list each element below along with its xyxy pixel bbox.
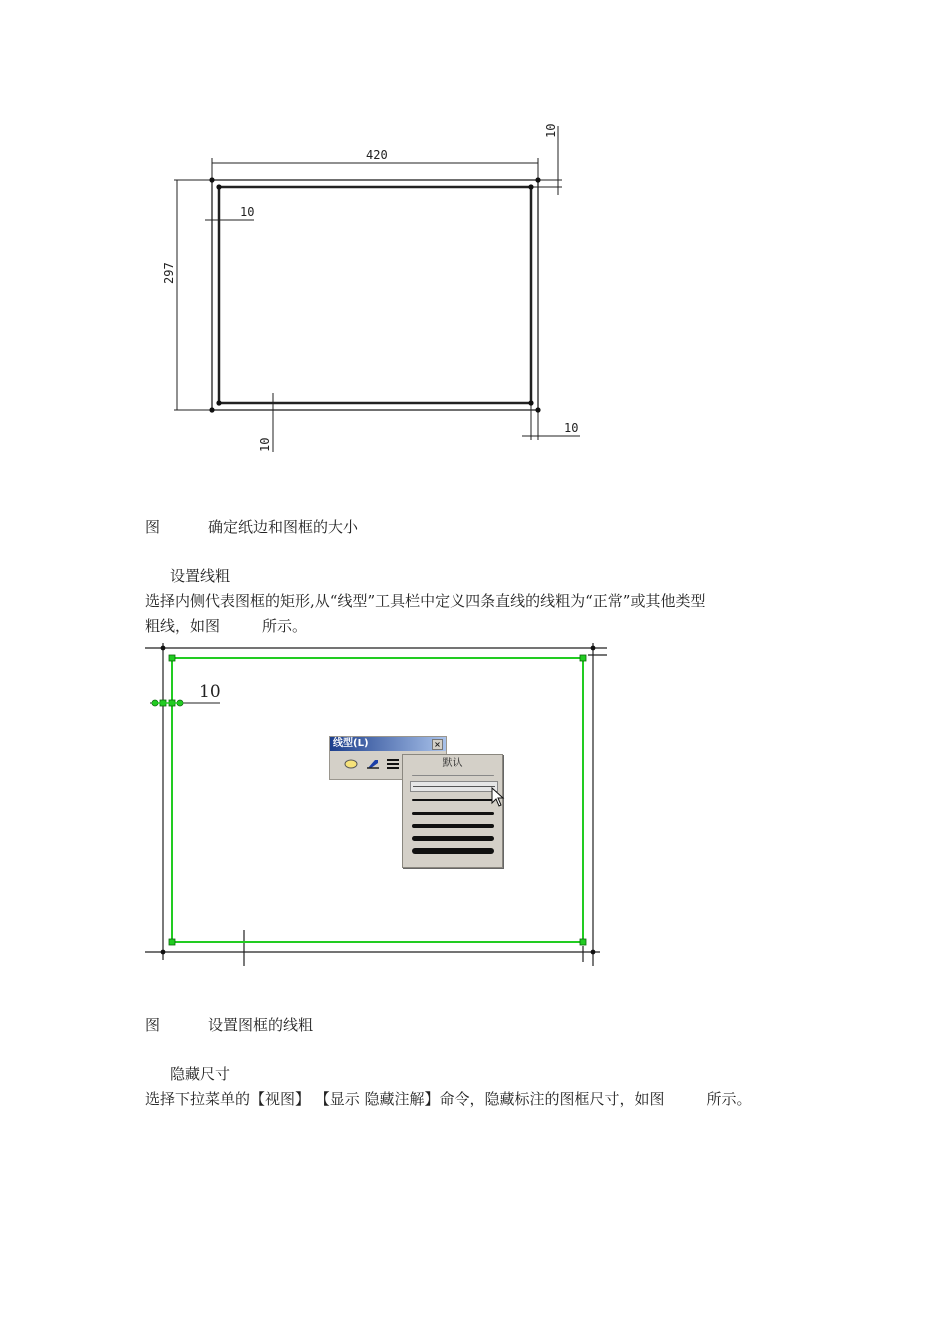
dim-height-label: 297 [162,262,176,284]
line-thickness-dropdown [402,754,503,868]
section-body-line-weight-1: 选择内侧代表图框的矩形,从“线型”工具栏中定义四条直线的线粗为“正常”或其他类型 [145,592,706,610]
linetype-toolbar-title: 线型(L) [333,738,369,749]
figure2-dim-label: 10 [199,682,221,702]
mouse-cursor-icon [491,787,505,809]
line-color-icon[interactable] [344,757,358,769]
figure1-caption-prefix: 图 [145,518,161,536]
thickness-option-2-highlight[interactable] [410,781,498,792]
section-heading-hide-dims: 隐藏尺寸 [170,1065,231,1083]
toolbar-close-icon[interactable]: × [432,739,443,750]
dim-top-margin-label: 10 [544,123,558,138]
selected-frame-rectangle[interactable] [169,655,586,945]
figure2-caption-prefix: 图 [145,1016,161,1034]
thickness-option-3[interactable] [412,799,494,801]
thickness-option-7[interactable] [412,848,494,854]
body-line2-part1: 粗线，如图 [145,617,221,635]
hide-dims-body-part1: 选择下拉菜单的【视图】 【显示 隐藏注解】命令，隐藏标注的图框尺寸，如图 [145,1090,665,1108]
thickness-option-4[interactable] [412,812,494,815]
dim-bottom-margin-label: 10 [258,437,272,452]
section-body-hide-dims [145,1089,752,1109]
dim-right-margin-label: 10 [564,421,579,435]
body-line2-part2: 所示。 [262,617,308,635]
section-heading-line-weight: 设置线粗 [170,567,231,585]
hide-dims-body-part2: 所示。 [706,1090,752,1108]
dropdown-header-default[interactable]: 默认 [442,758,463,769]
linetype-toolbar-titlebar[interactable] [330,737,446,751]
line-thickness-icon[interactable] [386,757,400,769]
thickness-option-5[interactable] [412,824,494,828]
line-style-icon[interactable] [366,757,380,769]
figure1-caption-text: 确定纸边和图框的大小 [208,518,359,536]
figure2-caption-text: 设置图框的线粗 [208,1016,314,1034]
dim-width-label: 420 [366,148,388,162]
thickness-option-1[interactable] [412,775,494,776]
figure2-caption [145,1014,313,1035]
dim-left-margin-label: 10 [240,205,255,219]
thickness-option-6[interactable] [412,836,494,841]
